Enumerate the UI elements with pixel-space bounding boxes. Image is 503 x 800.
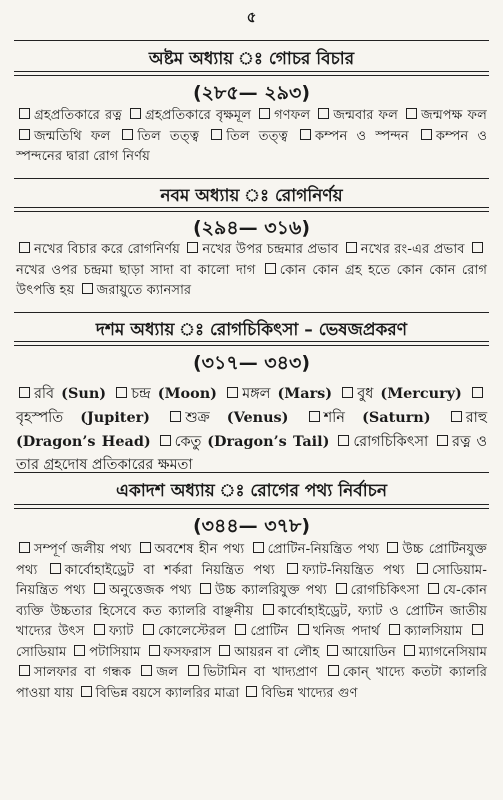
rule-chapter-9 bbox=[14, 207, 489, 212]
topic-text: প্রোটিন bbox=[250, 624, 289, 639]
topic-text: জন্মপক্ষ ফল bbox=[421, 108, 487, 123]
topic-english-name: (Venus) bbox=[226, 409, 289, 426]
topic-text: উচ্চ প্রোটিনযুক্ত পথ্য bbox=[16, 542, 487, 578]
topic-english-name: (Mercury) bbox=[380, 385, 462, 402]
checkbox-bullet-icon bbox=[389, 624, 400, 635]
topic-text: ফসফরাস bbox=[163, 644, 212, 660]
checkbox-bullet-icon bbox=[263, 604, 274, 615]
topic-item bbox=[140, 624, 226, 639]
topic-item bbox=[295, 624, 380, 639]
topic-item bbox=[78, 686, 240, 701]
topic-item bbox=[403, 108, 487, 123]
checkbox-bullet-icon bbox=[188, 665, 199, 676]
topic-item bbox=[284, 563, 404, 578]
topic-text: তিল তত্ত্ব bbox=[137, 128, 200, 144]
topic-text: বিভিন্ন বয়সে ক্যালরির মাত্রা bbox=[95, 685, 240, 701]
checkbox-bullet-icon bbox=[404, 645, 415, 656]
checkbox-bullet-icon bbox=[472, 387, 483, 398]
topic-item bbox=[16, 386, 106, 402]
checkbox-bullet-icon bbox=[19, 242, 30, 253]
chapter-10-range: (৩১৭— ৩৪৩) bbox=[192, 352, 311, 374]
checkbox-bullet-icon bbox=[417, 563, 428, 574]
checkbox-bullet-icon bbox=[122, 129, 133, 140]
topic-item bbox=[71, 645, 140, 660]
topic-text: আয়রন বা লৌহ bbox=[234, 644, 320, 660]
topic-item bbox=[343, 242, 465, 257]
chapter-11-range: (৩৪৪— ৩৭৮) bbox=[192, 515, 311, 537]
topic-item bbox=[16, 665, 131, 680]
topic-text: রত্ন ও তার গ্রহদোষ প্রতিকারের ক্ষমতা bbox=[16, 434, 488, 473]
topic-item bbox=[79, 283, 192, 298]
topic-text: সোডিয়াম-নিয়ন্ত্রিত পথ্য bbox=[16, 562, 487, 598]
topic-text: অনুত্তেজক পথ্য bbox=[109, 583, 192, 598]
topic-text: যে-কোন ব্যক্তি উচ্চতার হিসেবে কত ক্যালরি বাঞ্ছনীয় bbox=[16, 583, 487, 619]
rule-above-chapter-9 bbox=[14, 178, 489, 179]
topic-text: রোগচিকিৎসা bbox=[353, 434, 429, 450]
checkbox-bullet-icon bbox=[130, 108, 141, 119]
topic-item bbox=[335, 434, 428, 450]
checkbox-bullet-icon bbox=[94, 583, 105, 594]
topic-item bbox=[297, 129, 409, 144]
checkbox-bullet-icon bbox=[336, 583, 347, 594]
topic-item bbox=[256, 108, 310, 123]
topic-english-name: (Dragon’s Tail) bbox=[207, 433, 330, 450]
checkbox-bullet-icon bbox=[140, 542, 151, 553]
topic-text: বৃহস্পতি bbox=[16, 410, 63, 426]
checkbox-bullet-icon bbox=[170, 411, 181, 422]
topic-text: ফ্যাট bbox=[108, 624, 134, 639]
checkbox-bullet-icon bbox=[265, 263, 276, 274]
topic-item bbox=[339, 386, 462, 402]
topic-text: মঙ্গল bbox=[242, 386, 271, 402]
topic-item bbox=[324, 645, 396, 660]
checkbox-bullet-icon bbox=[406, 108, 417, 119]
topic-item bbox=[333, 583, 420, 598]
topic-text: জন্মবার ফল bbox=[333, 108, 398, 123]
checkbox-bullet-icon bbox=[160, 435, 171, 446]
topic-item bbox=[250, 542, 380, 557]
topic-english-name: (Mars) bbox=[277, 385, 333, 402]
topic-item bbox=[184, 242, 338, 257]
topic-item bbox=[208, 129, 288, 144]
checkbox-bullet-icon bbox=[300, 129, 311, 140]
topic-item bbox=[113, 386, 217, 402]
topic-item bbox=[167, 410, 288, 426]
topic-text: নখের রং-এর প্রভাব bbox=[360, 242, 465, 257]
topic-text: শনি bbox=[323, 410, 345, 426]
checkbox-bullet-icon bbox=[309, 411, 320, 422]
chapter-8-title: অষ্টম অধ্যায় ঃ গোচর বিচার bbox=[148, 49, 355, 69]
topic-item bbox=[16, 108, 122, 123]
topic-text: কোন কোন গ্রহ হতে কোন কোন রোগ উৎপত্তি হয় bbox=[16, 262, 487, 298]
checkbox-bullet-icon bbox=[74, 645, 85, 656]
topic-item bbox=[224, 386, 332, 402]
checkbox-bullet-icon bbox=[346, 242, 357, 253]
chapter-9-range: (২৯৪— ৩১৬) bbox=[192, 217, 311, 239]
rule-chapter-10 bbox=[14, 341, 489, 346]
checkbox-bullet-icon bbox=[19, 542, 30, 553]
topic-item bbox=[137, 542, 245, 557]
checkbox-bullet-icon bbox=[318, 108, 329, 119]
topic-item bbox=[157, 434, 330, 450]
topic-text: জরায়ুতে ক্যানসার bbox=[96, 283, 192, 298]
checkbox-bullet-icon bbox=[19, 387, 30, 398]
checkbox-bullet-icon bbox=[143, 624, 154, 635]
topic-text: আয়োডিন bbox=[342, 644, 396, 660]
chapter-8-topics bbox=[16, 106, 487, 168]
rule-chapter-8 bbox=[14, 71, 489, 76]
checkbox-bullet-icon bbox=[116, 387, 127, 398]
checkbox-bullet-icon bbox=[19, 665, 30, 676]
topic-text: কেতু bbox=[174, 434, 202, 450]
checkbox-bullet-icon bbox=[253, 542, 264, 553]
checkbox-bullet-icon bbox=[472, 624, 483, 635]
checkbox-bullet-icon bbox=[421, 129, 432, 140]
chapter-8-range: (২৮৫— ২৯৩) bbox=[192, 82, 311, 104]
checkbox-bullet-icon bbox=[141, 665, 152, 676]
topic-text: রবি bbox=[34, 386, 55, 402]
topic-text: কম্পন ও স্পন্দন bbox=[315, 128, 409, 144]
checkbox-bullet-icon bbox=[451, 411, 462, 422]
checkbox-bullet-icon bbox=[428, 583, 439, 594]
topic-text: বিভিন্ন খাদ্যের গুণ bbox=[261, 685, 358, 701]
topic-text: কার্বোহাইড্রেট, ফ্যাট ও প্রোটিন জাতীয় খাদ্যের উৎস bbox=[16, 603, 487, 639]
topic-text: প্রোটিন-নিয়ন্ত্রিত পথ্য bbox=[267, 542, 380, 557]
topic-text: সম্পূর্ণ জলীয় পথ্য bbox=[34, 542, 132, 557]
topic-english-name: (Saturn) bbox=[362, 409, 431, 426]
topic-item bbox=[146, 645, 212, 660]
topic-item bbox=[216, 645, 319, 660]
topic-item bbox=[386, 624, 462, 639]
checkbox-bullet-icon bbox=[187, 242, 198, 253]
chapter-11-title: একাদশ অধ্যায় ঃ রোগের পথ্য নির্বাচন bbox=[116, 481, 387, 501]
topic-item bbox=[306, 410, 431, 426]
topic-item bbox=[16, 542, 131, 557]
topic-item bbox=[91, 583, 191, 598]
checkbox-bullet-icon bbox=[94, 624, 105, 635]
topic-item bbox=[401, 645, 487, 660]
topic-text: রাহু bbox=[465, 410, 488, 426]
topic-text: সালফার বা গন্ধক bbox=[34, 665, 132, 680]
topic-item bbox=[47, 563, 275, 578]
checkbox-bullet-icon bbox=[342, 387, 353, 398]
topic-text: ক্যালসিয়াম bbox=[404, 624, 463, 639]
topic-item bbox=[185, 665, 317, 680]
topic-english-name: (Moon) bbox=[157, 385, 217, 402]
topic-item bbox=[16, 242, 180, 257]
checkbox-bullet-icon bbox=[287, 563, 298, 574]
topic-item bbox=[16, 129, 110, 144]
topic-text: গণফল bbox=[274, 108, 311, 123]
checkbox-bullet-icon bbox=[211, 129, 222, 140]
topic-text: শুক্র bbox=[185, 410, 210, 426]
checkbox-bullet-icon bbox=[19, 108, 30, 119]
topic-text: নখের উপর চন্দ্রমার প্রভাব bbox=[202, 242, 339, 257]
checkbox-bullet-icon bbox=[19, 129, 30, 140]
topic-text: পটাসিয়াম bbox=[89, 644, 141, 660]
checkbox-bullet-icon bbox=[472, 242, 483, 253]
topic-english-name: (Sun) bbox=[61, 385, 107, 402]
topic-text: তিল তত্ত্ব bbox=[226, 128, 288, 144]
checkbox-bullet-icon bbox=[298, 624, 309, 635]
topic-text: বুধ bbox=[357, 386, 374, 402]
checkbox-bullet-icon bbox=[235, 624, 246, 635]
topic-item bbox=[232, 624, 288, 639]
topic-text: কার্বোহাইড্রেট বা শর্করা নিয়ন্ত্রিত পথ্য bbox=[64, 562, 275, 578]
rule-top bbox=[14, 40, 489, 41]
checkbox-bullet-icon bbox=[227, 387, 238, 398]
topic-text: কম্পন ও স্পন্দনের দ্বারা রোগ নির্ণয় bbox=[16, 128, 488, 164]
topic-text: ম্যাগনেসিয়াম bbox=[418, 644, 487, 660]
chapter-11-topics bbox=[16, 540, 487, 704]
checkbox-bullet-icon bbox=[81, 686, 92, 697]
topic-text: নখের ওপর চন্দ্রমা ছাড়া সাদা বা কালো দাগ bbox=[16, 262, 256, 278]
topic-text: ফ্যাট-নিয়ন্ত্রিত পথ্য bbox=[302, 562, 405, 578]
topic-item bbox=[243, 686, 357, 701]
checkbox-bullet-icon bbox=[149, 645, 160, 656]
checkbox-bullet-icon bbox=[328, 665, 339, 676]
chapter-10-topics bbox=[16, 382, 487, 477]
topic-item bbox=[197, 583, 327, 598]
topic-item bbox=[91, 624, 133, 639]
topic-text: গ্রহপ্রতিকারে রত্ন bbox=[34, 108, 122, 123]
topic-text: নখের বিচার করে রোগনির্ণয় bbox=[34, 242, 180, 257]
checkbox-bullet-icon bbox=[387, 542, 398, 553]
rule-chapter-11 bbox=[14, 504, 489, 509]
chapter-9-title: নবম অধ্যায় ঃ রোগনির্ণয় bbox=[160, 186, 343, 206]
topic-item bbox=[138, 665, 178, 680]
topic-item bbox=[315, 108, 398, 123]
page-number: ৫ bbox=[246, 8, 257, 26]
topic-text: রোগচিকিৎসা bbox=[350, 583, 420, 598]
checkbox-bullet-icon bbox=[82, 283, 93, 294]
topic-text: অবশেষ হীন পথ্য bbox=[154, 542, 245, 557]
checkbox-bullet-icon bbox=[259, 108, 270, 119]
checkbox-bullet-icon bbox=[327, 645, 338, 656]
topic-text: উচ্চ ক্যালরিযুক্ত পথ্য bbox=[215, 583, 327, 598]
checkbox-bullet-icon bbox=[200, 583, 211, 594]
topic-text: খনিজ পদার্থ bbox=[312, 624, 380, 639]
topic-text: জন্মতিথি ফল bbox=[34, 128, 111, 144]
chapter-9-topics bbox=[16, 240, 487, 302]
topic-english-name: (Dragon’s Head) bbox=[16, 433, 151, 450]
rule-above-chapter-10 bbox=[14, 312, 489, 313]
topic-text: জল bbox=[156, 665, 178, 680]
checkbox-bullet-icon bbox=[246, 686, 257, 697]
topic-text: কোলেস্টেরল bbox=[157, 624, 226, 639]
checkbox-bullet-icon bbox=[437, 435, 448, 446]
topic-english-name: (Jupiter) bbox=[80, 409, 150, 426]
topic-text: চন্দ্র bbox=[131, 386, 151, 402]
topic-item bbox=[119, 129, 199, 144]
checkbox-bullet-icon bbox=[338, 435, 349, 446]
topic-item bbox=[127, 108, 251, 123]
checkbox-bullet-icon bbox=[50, 563, 61, 574]
topic-text: সোডিয়াম bbox=[16, 644, 67, 660]
chapter-10-title: দশম অধ্যায় ঃ রোগচিকিৎসা – ভেষজপ্রকরণ bbox=[95, 320, 408, 340]
topic-text: ভিটামিন বা খাদ্যপ্রাণ bbox=[203, 665, 318, 680]
topic-text: গ্রহপ্রতিকারে বৃক্ষমূল bbox=[144, 108, 252, 123]
rule-above-chapter-11 bbox=[14, 472, 489, 473]
topic-text: কোন্ খাদ্যে কতটা ক্যালরি পাওয়া যায় bbox=[16, 665, 487, 701]
checkbox-bullet-icon bbox=[219, 645, 230, 656]
